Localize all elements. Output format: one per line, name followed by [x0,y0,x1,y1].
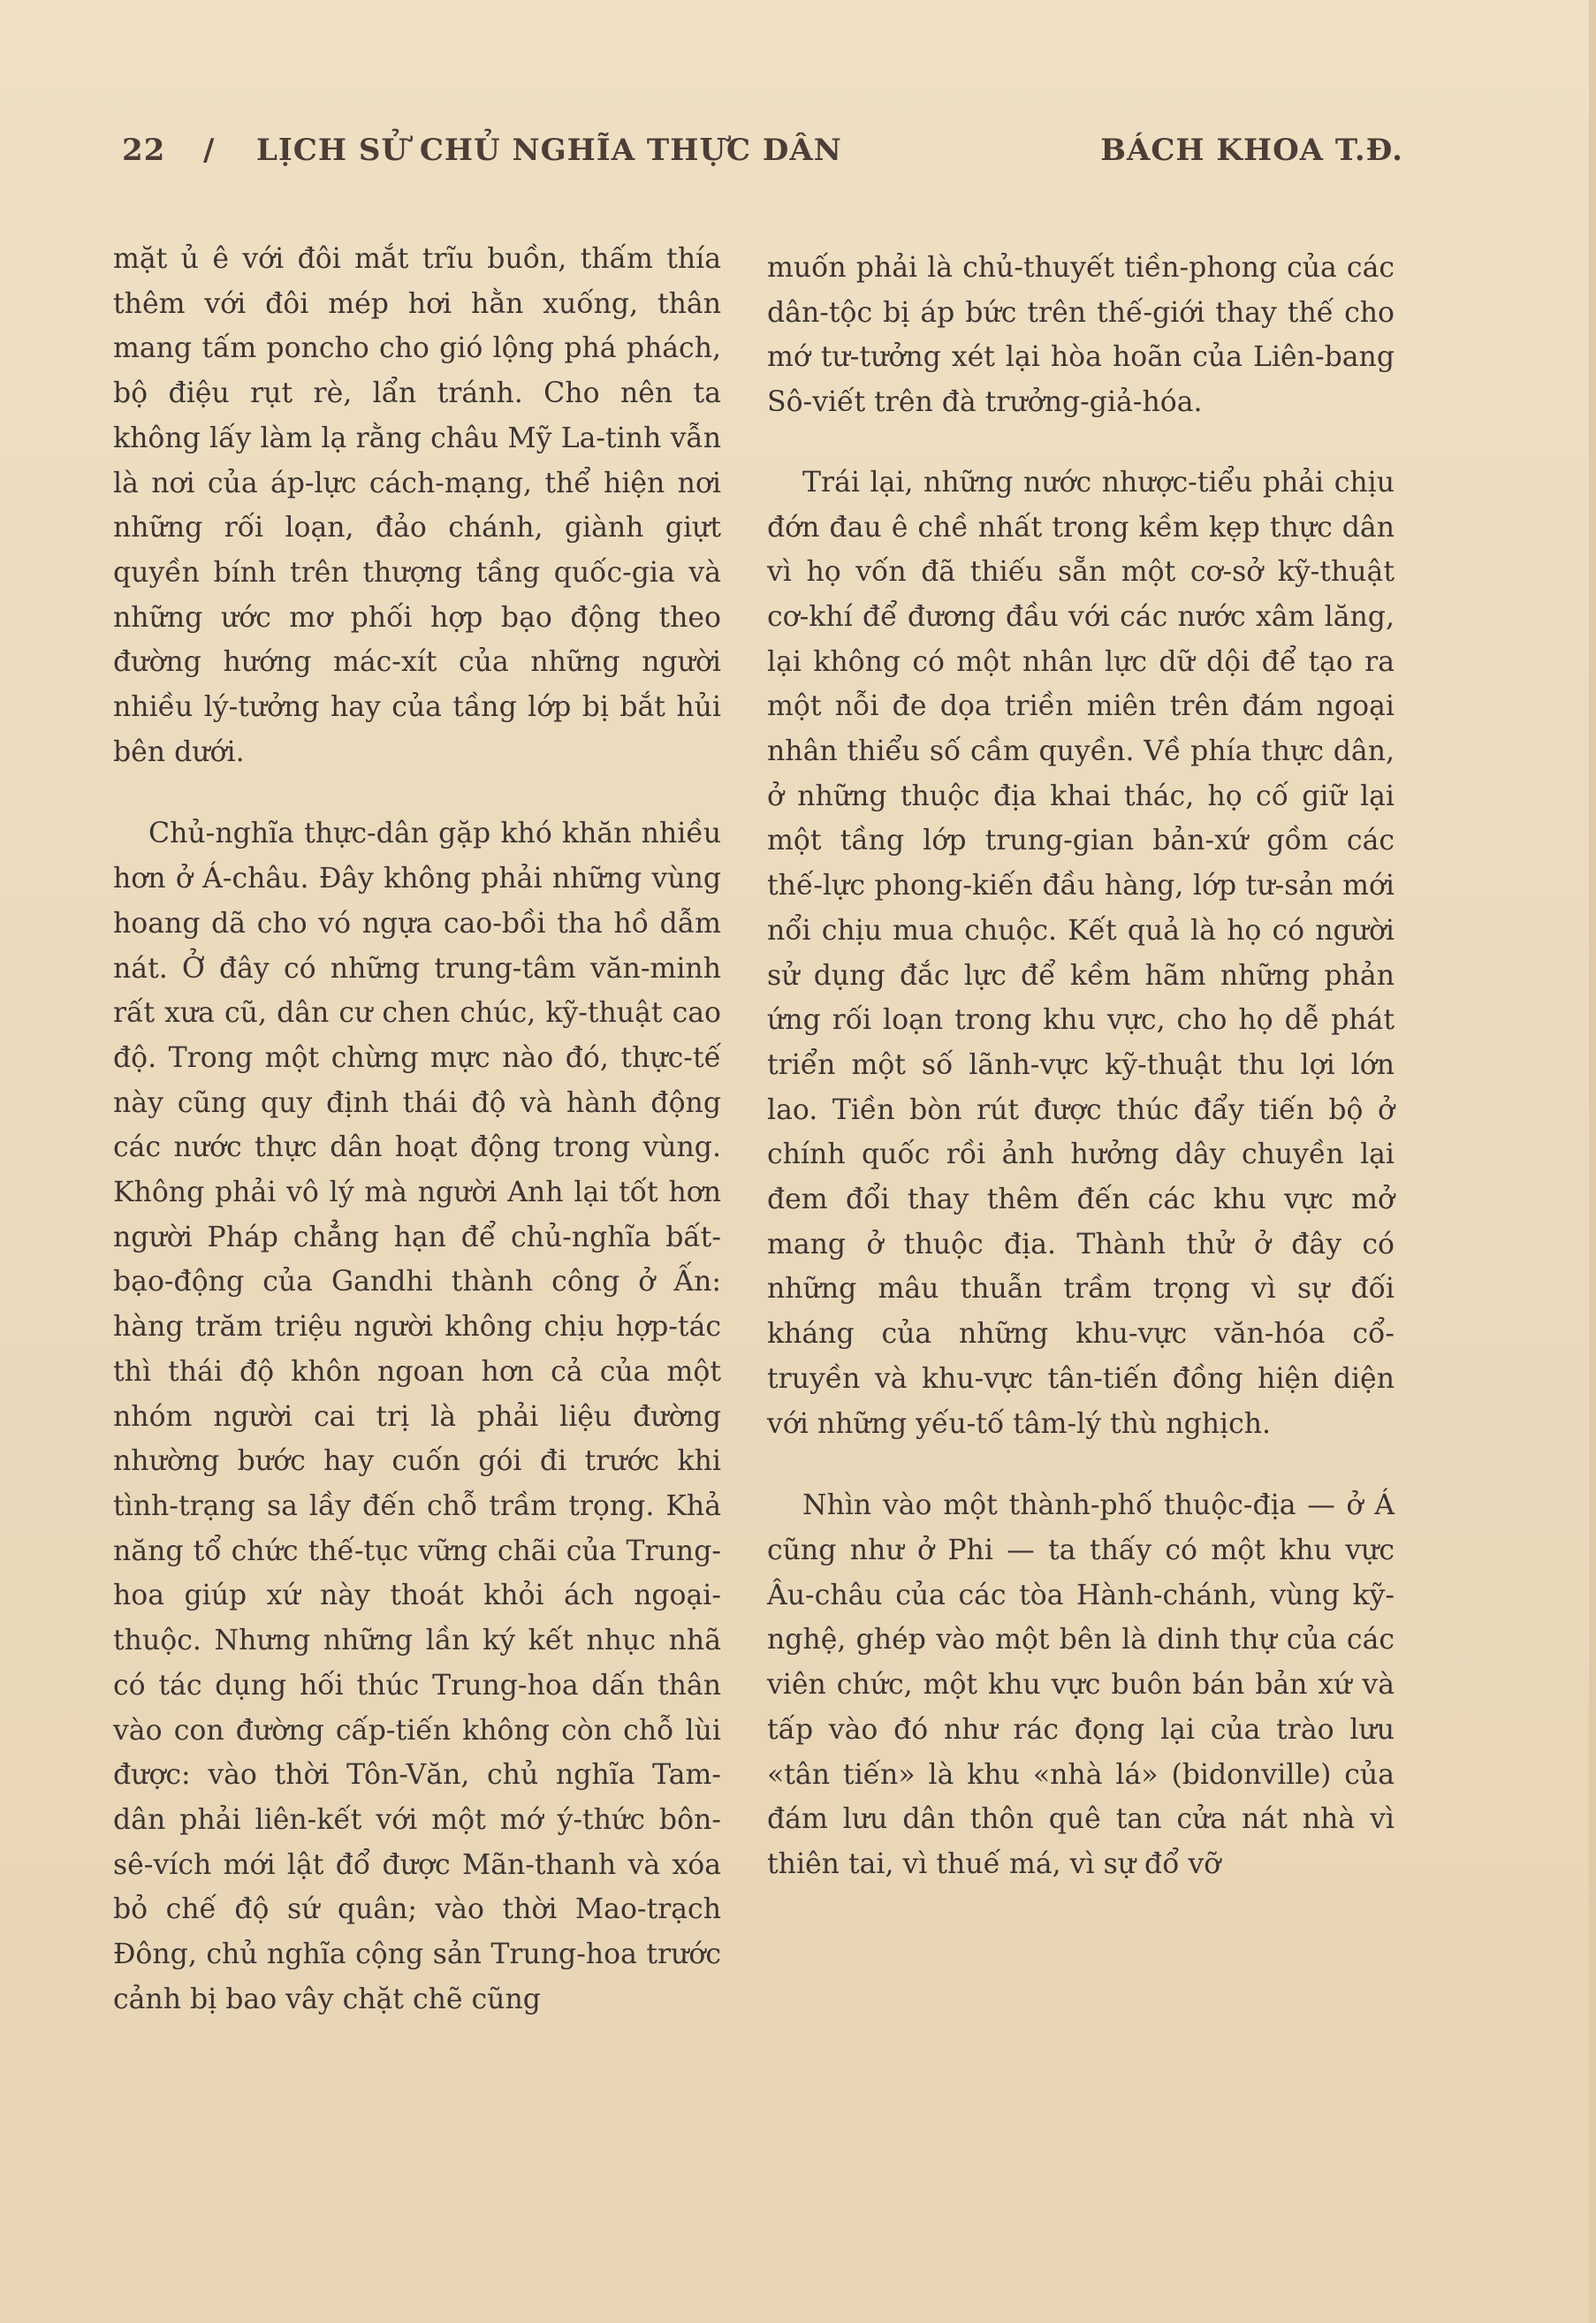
left-column [113,237,721,2022]
right-column [767,246,1395,1887]
running-title: LỊCH SỬ CHỦ NGHĨA THỰC DÂN [256,133,842,168]
publication-name: BÁCH KHOA T.Đ. [1100,133,1403,168]
page-header [122,133,1403,186]
paragraph: muốn phải là chủ-thuyết tiền-phong của các dân-tộc bị áp bức trên thế-giới thay thế cho mớ tư-tưởng xét lại hòa hoãn của Liên-bang Sô-viết trên đà trưởng-giả-hóa. [767,252,1395,419]
header-separator: / [203,133,216,168]
paragraph: Trái lại, những nước nhược-tiểu phải chịu đớn đau ê chề nhất trong kềm kẹp thực dân vì họ vốn đã thiếu sẵn một cơ-sở kỹ-thuật cơ-khí để đương đầu với các nước xâm lăng, lại không có một nhân lực dữ dội để tạo ra một nỗi đe dọa triền miên trên đám ngoại nhân thiểu số cầm quyền. Về phía thực dân, ở những thuộc địa khai thác, họ cố giữ lại một tầng lớp trung-gian bản-xứ gồm các thế-lực phong-kiến đầu hàng, lớp tư-sản mới nổi chịu mua chuộc. Kết quả là họ có người sử dụng đắc lực để kềm hãm những phản ứng rối loạn trong khu vực, cho họ dễ phát triển một số lãnh-vực kỹ-thuật thu lợi lớn lao. Tiền bòn rút được thúc đẩy tiến bộ ở chính quốc rồi ảnh hưởng dây chuyền lại đem đổi thay thêm đến các khu vực mở mang ở thuộc địa. Thành thử ở đây có những mâu thuẫn trầm trọng vì sự đối kháng của những khu-vực văn-hóa cổ-truyền và khu-vực tân-tiến đồng hiện diện với những yếu-tố tâm-lý thù nghịch. [767,466,1395,1440]
paragraph: Chủ-nghĩa thực-dân gặp khó khăn nhiều hơn ở Á-châu. Đây không phải những vùng hoang dã cho vó ngựa cao-bồi tha hồ dẫm nát. Ở đây có những trung-tâm văn-minh rất xưa cũ, dân cư chen chúc, kỹ-thuật cao độ. Trong một chừng mực nào đó, thực-tế này cũng quy định thái độ và hành động các nước thực dân hoạt động trong vùng. Không phải vô lý mà người Anh lại tốt hơn người Pháp chẳng hạn để chủ-nghĩa bất-bạo-động của Gandhi thành công ở Ấn: hàng trăm triệu người không chịu hợp-tác thì thái độ khôn ngoan hơn cả của một nhóm người cai trị là phải liệu đường nhường bước hay cuốn gói đi trước khi tình-trạng sa lầy đến chỗ trầm trọng. Khả năng tổ chức thế-tục vững chãi của Trung-hoa giúp xứ này thoát khỏi ách ngoại-thuộc. Nhưng những lần ký kết nhục nhã có tác dụng hối thúc Trung-hoa dấn thân vào con đường cấp-tiến không còn chỗ lùi được: vào thời Tôn-Văn, chủ nghĩa Tam-dân phải liên-kết với một mớ ý-thức bôn-sê-vích mới lật đổ được Mãn-thanh và xóa bỏ chế độ sứ quân; vào thời Mao-trạch Đông, chủ nghĩa cộng sản Trung-hoa trước cảnh bị bao vây chặt chẽ cũng [113,818,721,2015]
page-number: 22 [122,133,166,168]
paragraph: Nhìn vào một thành-phố thuộc-địa — ở Á cũng như ở Phi — ta thấy có một khu vực Âu-châu của các tòa Hành-chánh, vùng kỹ-nghệ, ghép vào một bên là dinh thự của các viên chức, một khu vực buôn bán bản xứ và tấp vào đó như rác đọng lại của trào lưu «tân tiến» là khu «nhà lá» (bidonville) của đám lưu dân thôn quê tan cửa nát nhà vì thiên tai, vì thuế má, vì sự đổ vỡ [767,1489,1395,1880]
paragraph: mặt ủ ê với đôi mắt trĩu buồn, thấm thía thêm với đôi mép hơi hằn xuống, thân mang tấm poncho cho gió lộng phá phách, bộ điệu rụt rè, lẩn tránh. Cho nên ta không lấy làm lạ rằng châu Mỹ La-tinh vẫn là nơi của áp-lực cách-mạng, thể hiện nơi những rối loạn, đảo chánh, giành giựt quyền bính trên thượng tầng quốc-gia và những ước mơ phối hợp bạo động theo đường hướng mác-xít của những người nhiều lý-tưởng hay của tầng lớp bị bắt hủi bên dưới. [113,243,721,768]
